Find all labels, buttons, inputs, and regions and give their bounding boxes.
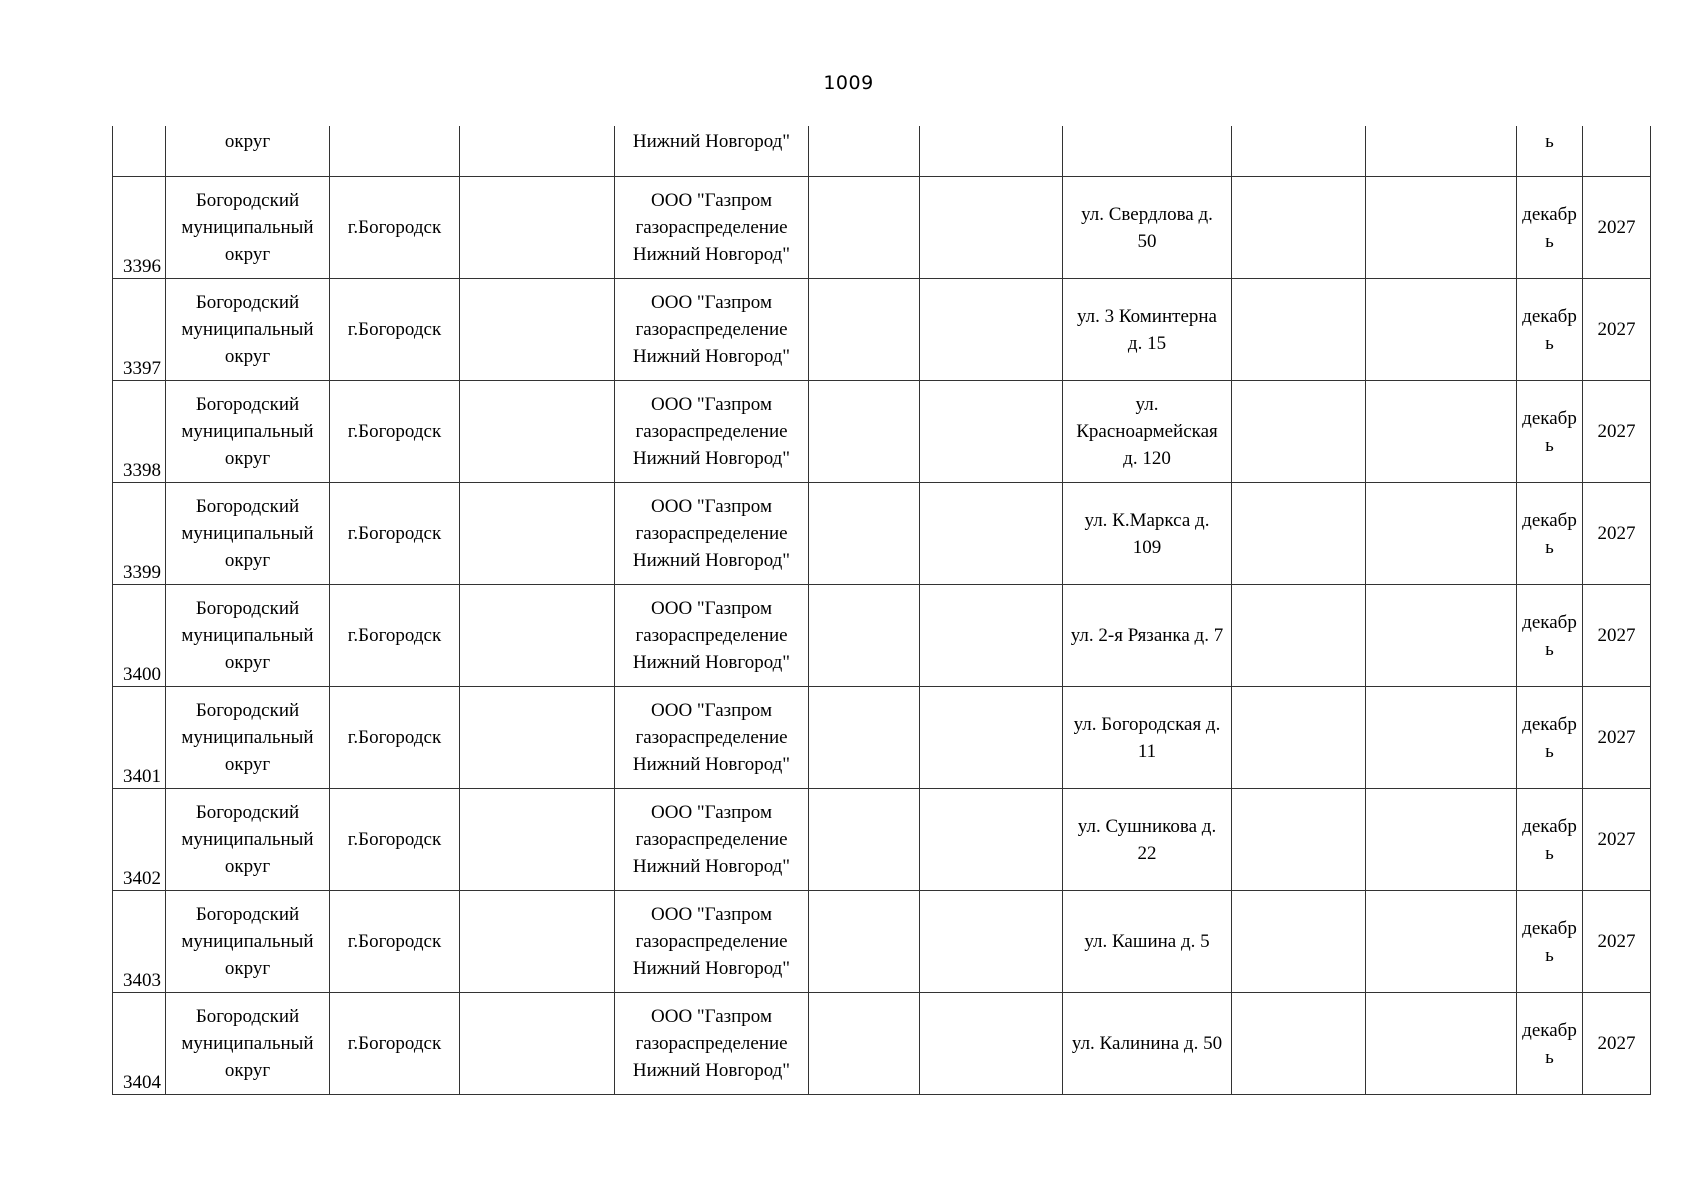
cell-year: 2027 — [1583, 687, 1651, 789]
cell-num: 3396 — [113, 177, 166, 279]
cell-empty — [460, 483, 615, 585]
cell-num: 3398 — [113, 381, 166, 483]
cell-district: Богородский муниципальный округ — [166, 381, 330, 483]
cell-empty — [1366, 483, 1517, 585]
cell-city: г.Богородск — [330, 279, 460, 381]
cell-empty — [460, 993, 615, 1095]
cell-empty — [460, 789, 615, 891]
cell-city: г.Богородск — [330, 789, 460, 891]
cell-organization: ООО "Газпром газораспределение Нижний Новгород" — [615, 177, 809, 279]
cell-empty — [920, 891, 1063, 993]
cell-city: г.Богородск — [330, 993, 460, 1095]
cell-month: декабр ь — [1517, 585, 1583, 687]
cell-empty — [809, 177, 920, 279]
cell-empty — [460, 177, 615, 279]
cell-organization: ООО "Газпром газораспределение Нижний Новгород" — [615, 279, 809, 381]
table-row — [113, 381, 1651, 483]
cell-empty — [1366, 891, 1517, 993]
table-row — [113, 279, 1651, 381]
cell-empty — [1232, 585, 1366, 687]
cell-empty — [1232, 177, 1366, 279]
table-row — [113, 891, 1651, 993]
cell-empty — [809, 687, 920, 789]
cell-empty — [809, 789, 920, 891]
cell-organization: ООО "Газпром газораспределение Нижний Новгород" — [615, 891, 809, 993]
cell-empty — [1366, 687, 1517, 789]
cell-month: декабр ь — [1517, 789, 1583, 891]
cell-num: 3403 — [113, 891, 166, 993]
cell-organization: ООО "Газпром газораспределение Нижний Новгород" — [615, 483, 809, 585]
cell-city: г.Богородск — [330, 483, 460, 585]
continuation-row — [113, 126, 1651, 177]
cell-empty — [920, 126, 1063, 177]
table-body — [113, 126, 1651, 1095]
cell-city: г.Богородск — [330, 687, 460, 789]
cell-empty — [809, 483, 920, 585]
cell-empty — [1232, 789, 1366, 891]
cell-city: г.Богородск — [330, 381, 460, 483]
cell-month: декабр ь — [1517, 279, 1583, 381]
cell-empty — [920, 993, 1063, 1095]
table-row — [113, 177, 1651, 279]
cell-organization: ООО "Газпром газораспределение Нижний Новгород" — [615, 381, 809, 483]
cell-empty — [920, 687, 1063, 789]
table-row — [113, 789, 1651, 891]
cell-empty — [920, 585, 1063, 687]
cell-district: Богородский муниципальный округ — [166, 789, 330, 891]
cell-district: Богородский муниципальный округ — [166, 279, 330, 381]
cell-month: декабр ь — [1517, 483, 1583, 585]
cell-month: декабр ь — [1517, 381, 1583, 483]
table-row — [113, 687, 1651, 789]
cell-year — [1583, 126, 1651, 177]
cell-year: 2027 — [1583, 891, 1651, 993]
page-number: 1009 — [823, 72, 874, 94]
cell-month: декабр ь — [1517, 687, 1583, 789]
cell-district: округ — [166, 126, 330, 177]
cell-year: 2027 — [1583, 789, 1651, 891]
cell-num: 3400 — [113, 585, 166, 687]
cell-empty — [920, 177, 1063, 279]
cell-empty — [809, 381, 920, 483]
cell-organization: ООО "Газпром газораспределение Нижний Новгород" — [615, 789, 809, 891]
cell-organization: Нижний Новгород" — [615, 126, 809, 177]
cell-num: 3404 — [113, 993, 166, 1095]
cell-empty — [460, 381, 615, 483]
cell-empty — [1232, 279, 1366, 381]
cell-empty — [809, 279, 920, 381]
cell-empty — [1366, 585, 1517, 687]
cell-empty — [1232, 483, 1366, 585]
cell-num: 3401 — [113, 687, 166, 789]
cell-month: декабр ь — [1517, 177, 1583, 279]
cell-empty — [460, 585, 615, 687]
cell-empty — [809, 993, 920, 1095]
table-row — [113, 483, 1651, 585]
table-row — [113, 585, 1651, 687]
cell-address: ул. Богородская д. 11 — [1063, 687, 1232, 789]
cell-month: декабр ь — [1517, 891, 1583, 993]
cell-empty — [1232, 126, 1366, 177]
cell-empty — [920, 789, 1063, 891]
cell-city: г.Богородск — [330, 585, 460, 687]
cell-address: ул. 3 Коминтерна д. 15 — [1063, 279, 1232, 381]
cell-year: 2027 — [1583, 585, 1651, 687]
cell-empty — [920, 279, 1063, 381]
cell-empty — [1366, 279, 1517, 381]
cell-district: Богородский муниципальный округ — [166, 585, 330, 687]
cell-year: 2027 — [1583, 483, 1651, 585]
cell-address: ул. Кашина д. 5 — [1063, 891, 1232, 993]
cell-empty — [809, 585, 920, 687]
cell-address: ул. Свердлова д. 50 — [1063, 177, 1232, 279]
cell-empty — [1366, 993, 1517, 1095]
cell-empty — [1232, 993, 1366, 1095]
cell-empty — [1366, 789, 1517, 891]
cell-empty — [1366, 381, 1517, 483]
cell-empty — [920, 483, 1063, 585]
cell-empty — [1366, 126, 1517, 177]
cell-empty — [460, 891, 615, 993]
cell-empty — [920, 381, 1063, 483]
cell-address: ул. К.Маркса д. 109 — [1063, 483, 1232, 585]
cell-district: Богородский муниципальный округ — [166, 177, 330, 279]
cell-empty — [809, 126, 920, 177]
cell-num: 3397 — [113, 279, 166, 381]
cell-empty — [460, 687, 615, 789]
cell-empty — [1232, 891, 1366, 993]
cell-district: Богородский муниципальный округ — [166, 891, 330, 993]
cell-city: г.Богородск — [330, 177, 460, 279]
cell-empty — [1366, 177, 1517, 279]
cell-empty — [1232, 687, 1366, 789]
cell-address: ул. Красноармейская д. 120 — [1063, 381, 1232, 483]
cell-district: Богородский муниципальный округ — [166, 687, 330, 789]
cell-year: 2027 — [1583, 381, 1651, 483]
cell-year: 2027 — [1583, 279, 1651, 381]
cell-num: 3399 — [113, 483, 166, 585]
cell-city: г.Богородск — [330, 891, 460, 993]
cell-month: ь — [1517, 126, 1583, 177]
cell-organization: ООО "Газпром газораспределение Нижний Новгород" — [615, 687, 809, 789]
cell-address: ул. 2-я Рязанка д. 7 — [1063, 585, 1232, 687]
cell-district: Богородский муниципальный округ — [166, 483, 330, 585]
cell-empty — [460, 279, 615, 381]
cell-num: 3402 — [113, 789, 166, 891]
cell-empty — [1232, 381, 1366, 483]
cell-address — [1063, 126, 1232, 177]
cell-empty — [460, 126, 615, 177]
data-table — [112, 126, 1651, 1095]
cell-address: ул. Калинина д. 50 — [1063, 993, 1232, 1095]
cell-year: 2027 — [1583, 993, 1651, 1095]
cell-num — [113, 126, 166, 177]
cell-year: 2027 — [1583, 177, 1651, 279]
cell-organization: ООО "Газпром газораспределение Нижний Новгород" — [615, 993, 809, 1095]
cell-organization: ООО "Газпром газораспределение Нижний Новгород" — [615, 585, 809, 687]
cell-empty — [809, 891, 920, 993]
cell-city — [330, 126, 460, 177]
table-row — [113, 993, 1651, 1095]
cell-district: Богородский муниципальный округ — [166, 993, 330, 1095]
cell-month: декабр ь — [1517, 993, 1583, 1095]
cell-address: ул. Сушникова д. 22 — [1063, 789, 1232, 891]
